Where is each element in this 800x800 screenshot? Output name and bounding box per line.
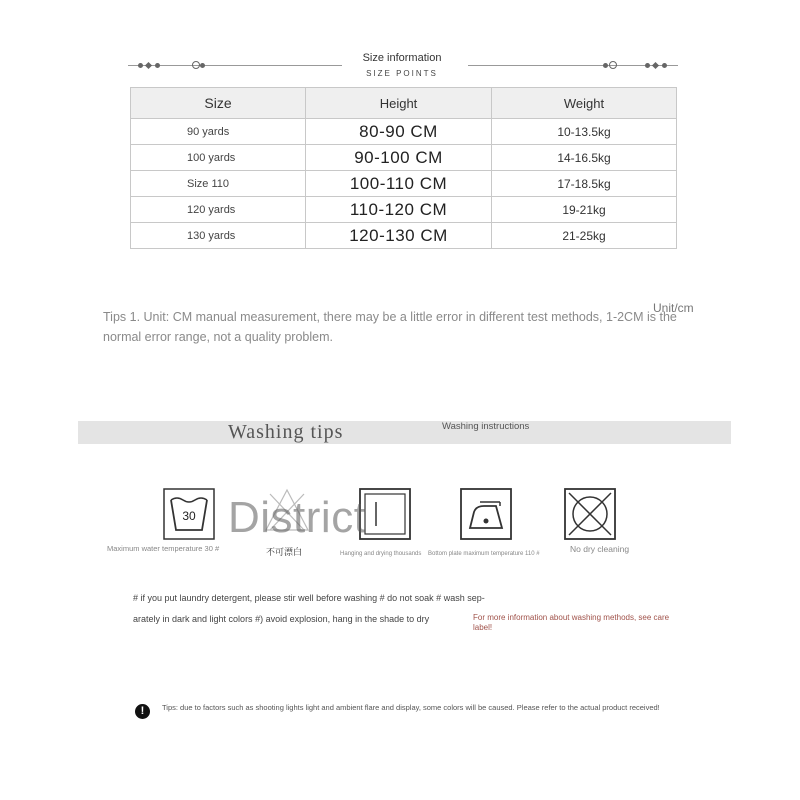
size-info-title: Size information [362,52,442,64]
size-cell: 130 yards [131,223,306,249]
unit-label: Unit/cm [653,301,694,315]
wash-temp-label: 30 [182,509,196,523]
weight-cell: 14-16.5kg [492,145,677,171]
washing-text-line-1: # if you put laundry detergent, please stir well before washing # do not soak # wash sep- [133,593,485,603]
column-header-weight: Weight [492,88,677,119]
height-cell: 80-90 CM [306,119,492,145]
height-cell: 110-120 CM [306,197,492,223]
icon-caption: Maximum water temperature 30 # [107,544,220,553]
icon-caption: Hanging and drying thousands [340,551,422,557]
size-points-subtitle: SIZE POINTS [366,69,438,78]
wash-tub-icon [163,488,215,545]
warning-icon: ! [135,704,150,719]
weight-cell: 17-18.5kg [492,171,677,197]
height-cell: 90-100 CM [306,145,492,171]
size-cell: 90 yards [131,119,306,145]
hang-dry-icon [359,488,411,545]
washing-text-line-2: arately in dark and light colors #) avoid explosion, hang in the shade to dry [133,614,430,624]
color-disclaimer: Tips: due to factors such as shooting lights light and ambient flare and display, some colors will be caused. Please refer to the actual product received! [162,703,660,712]
height-cell: 120-130 CM [306,223,492,249]
measurement-tips: Tips 1. Unit: CM manual measurement, there may be a little error in different test methods, 1-2CM is the normal error range, not a quality problem. [103,310,677,344]
size-cell: 120 yards [131,197,306,223]
column-header-height: Height [306,88,492,119]
weight-cell: 10-13.5kg [492,119,677,145]
iron-icon [460,488,512,545]
icon-caption: 不可漂白 [266,547,303,557]
size-cell: Size 110 [131,171,306,197]
icon-caption: Bottom plate maximum temperature 110 # [428,551,540,557]
icon-caption: No dry cleaning [570,544,630,554]
table-row [131,119,677,145]
table-row [131,223,677,249]
washing-instructions-label: Washing instructions [442,421,530,432]
size-table [130,87,677,249]
table-header-row [131,88,677,119]
column-header-size: Size [131,88,306,119]
no-dry-clean-icon [564,488,616,545]
size-cell: 100 yards [131,145,306,171]
height-cell: 100-110 CM [306,171,492,197]
table-row [131,145,677,171]
washing-band [78,421,731,444]
weight-cell: 19-21kg [492,197,677,223]
weight-cell: 21-25kg [492,223,677,249]
washing-tips-title: Washing tips [228,421,344,443]
table-row [131,197,677,223]
district-watermark: District [228,493,367,542]
table-row [131,171,677,197]
care-label-note: For more information about washing methods, see care label! [473,613,670,632]
